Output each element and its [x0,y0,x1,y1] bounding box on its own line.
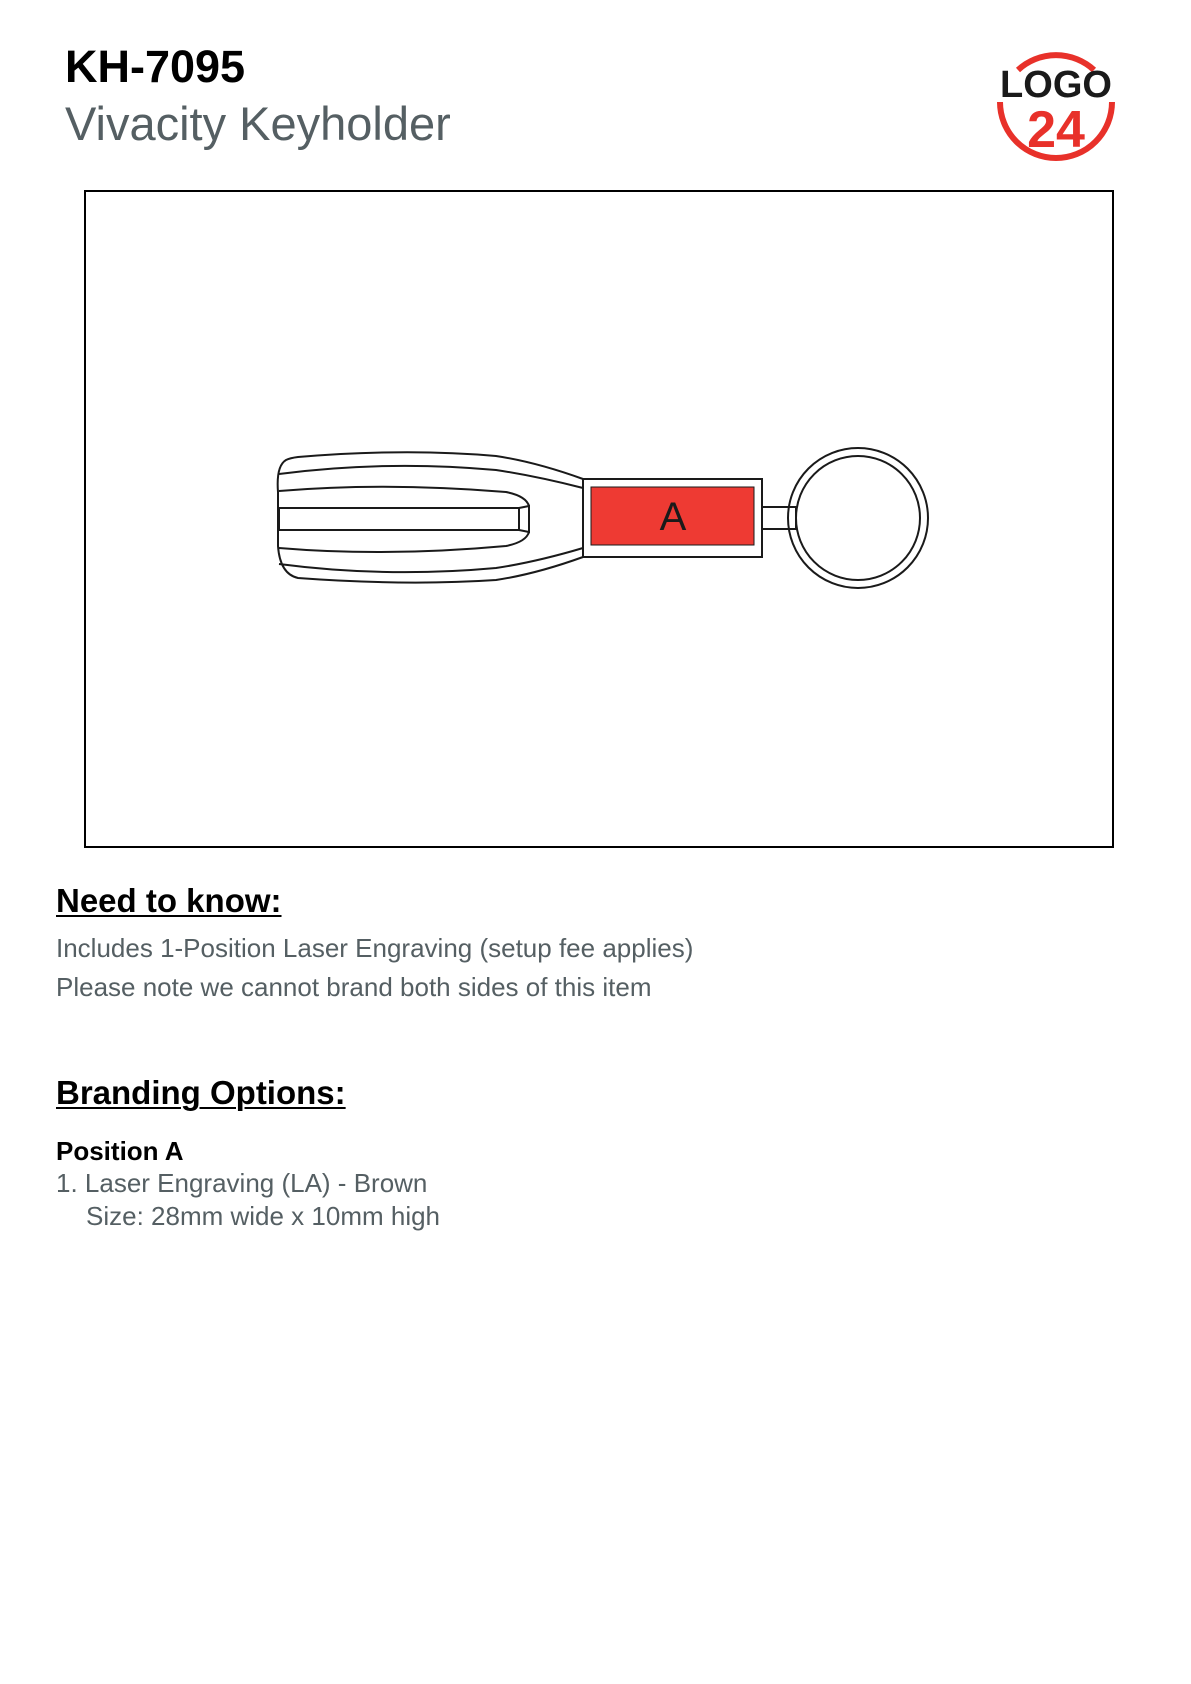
keyholder-body-outline [278,452,583,582]
key-ring-outer [788,448,928,588]
key-ring-inner [796,456,920,580]
branding-method: 1. Laser Engraving (LA) - Brown [56,1168,428,1198]
product-code: KH-7095 [65,41,246,92]
logo24-logo [990,50,1125,175]
keyholder-slot-tail [519,506,529,532]
keyholder-illustration [86,192,1112,846]
logo-word: LOGO [1000,64,1112,106]
product-name: Vivacity Keyholder [65,97,451,150]
need-to-know-heading: Need to know: [56,882,282,919]
keyholder-slot [279,508,519,530]
position-a-label: Position A [56,1136,184,1166]
branding-size: Size: 28mm wide x 10mm high [86,1201,441,1231]
need-to-know-line: Please note we cannot brand both sides of this item [56,972,652,1002]
logo-number: 24 [1027,101,1085,159]
keyholder-connector [762,507,796,529]
product-image-frame [84,190,1114,848]
keyholder-body [278,452,583,582]
branding-options-heading: Branding Options: [56,1074,346,1111]
need-to-know-line: Includes 1-Position Laser Engraving (setup fee applies) [56,933,694,963]
keyholder-body-line-1 [279,466,583,488]
keyholder-body-line-2 [279,487,529,506]
branding-area-a-label: A [659,495,687,539]
keyholder-body-line-3 [279,532,529,552]
